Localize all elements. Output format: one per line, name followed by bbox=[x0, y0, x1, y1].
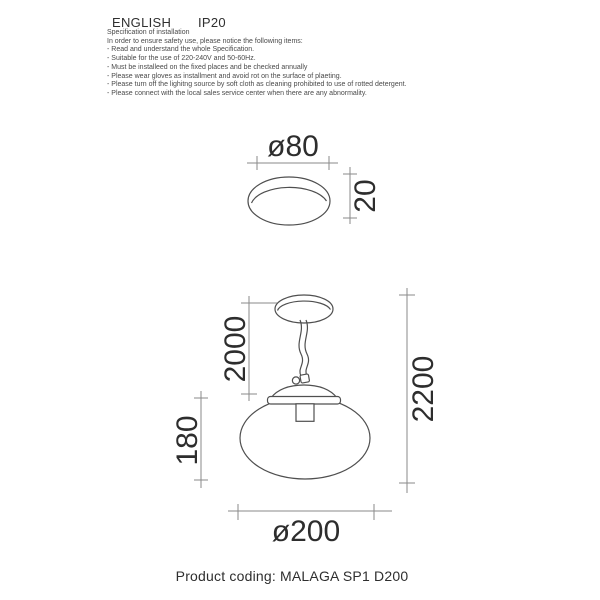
total-height-dimension bbox=[399, 288, 440, 493]
top-view-height-label: 20 bbox=[349, 179, 382, 213]
spec-item: - Must be installeed on the fixed places and be checked annually bbox=[107, 63, 308, 71]
cable-length-dimension bbox=[219, 296, 277, 401]
bulb-socket bbox=[296, 404, 314, 422]
product-coding: Product coding: MALAGA SP1 D200 bbox=[175, 568, 409, 584]
top-view-diameter-label: ø80 bbox=[267, 130, 319, 163]
fitting-loop bbox=[292, 377, 299, 384]
spec-item: - Suitable for the use of 220-240V and 50-60Hz. bbox=[107, 55, 256, 63]
shade-diameter-label: ø200 bbox=[271, 515, 341, 548]
ip-rating: IP20 bbox=[198, 15, 226, 30]
spec-item: - Please turn off the lighitng source by soft cloth as cleaning prohibited to use of rotted detergent. bbox=[107, 81, 407, 89]
top-view-diameter-dimension bbox=[247, 130, 338, 170]
top-view-height-dimension bbox=[343, 167, 382, 224]
cable-fitting bbox=[300, 374, 310, 383]
holder-flange bbox=[268, 397, 341, 405]
shade-height-dimension bbox=[171, 391, 208, 488]
top-view bbox=[247, 130, 382, 225]
total-height-label: 2200 bbox=[407, 355, 440, 423]
suspension-cable bbox=[299, 320, 309, 376]
canopy-side-view bbox=[275, 295, 333, 323]
language-title: ENGLISH bbox=[112, 15, 172, 30]
spec-intro: In order to ensure safety use, please notice the following items: bbox=[107, 37, 303, 45]
spec-item: - Please connect with the local sales service center when there are any abnormality. bbox=[107, 89, 367, 97]
spec-item: - Read and understand the whole Specification. bbox=[107, 46, 255, 54]
spec-title: Specification of installation bbox=[107, 29, 190, 36]
cable-length-label: 2000 bbox=[219, 315, 252, 383]
shade-height-label: 180 bbox=[171, 415, 204, 466]
shade-diameter-dimension bbox=[228, 504, 392, 548]
spec-item: - Please wear gloves as installment and avoid rot on the surface of plaeting. bbox=[107, 72, 342, 80]
canopy-top-view bbox=[248, 177, 330, 225]
side-view bbox=[171, 288, 440, 548]
